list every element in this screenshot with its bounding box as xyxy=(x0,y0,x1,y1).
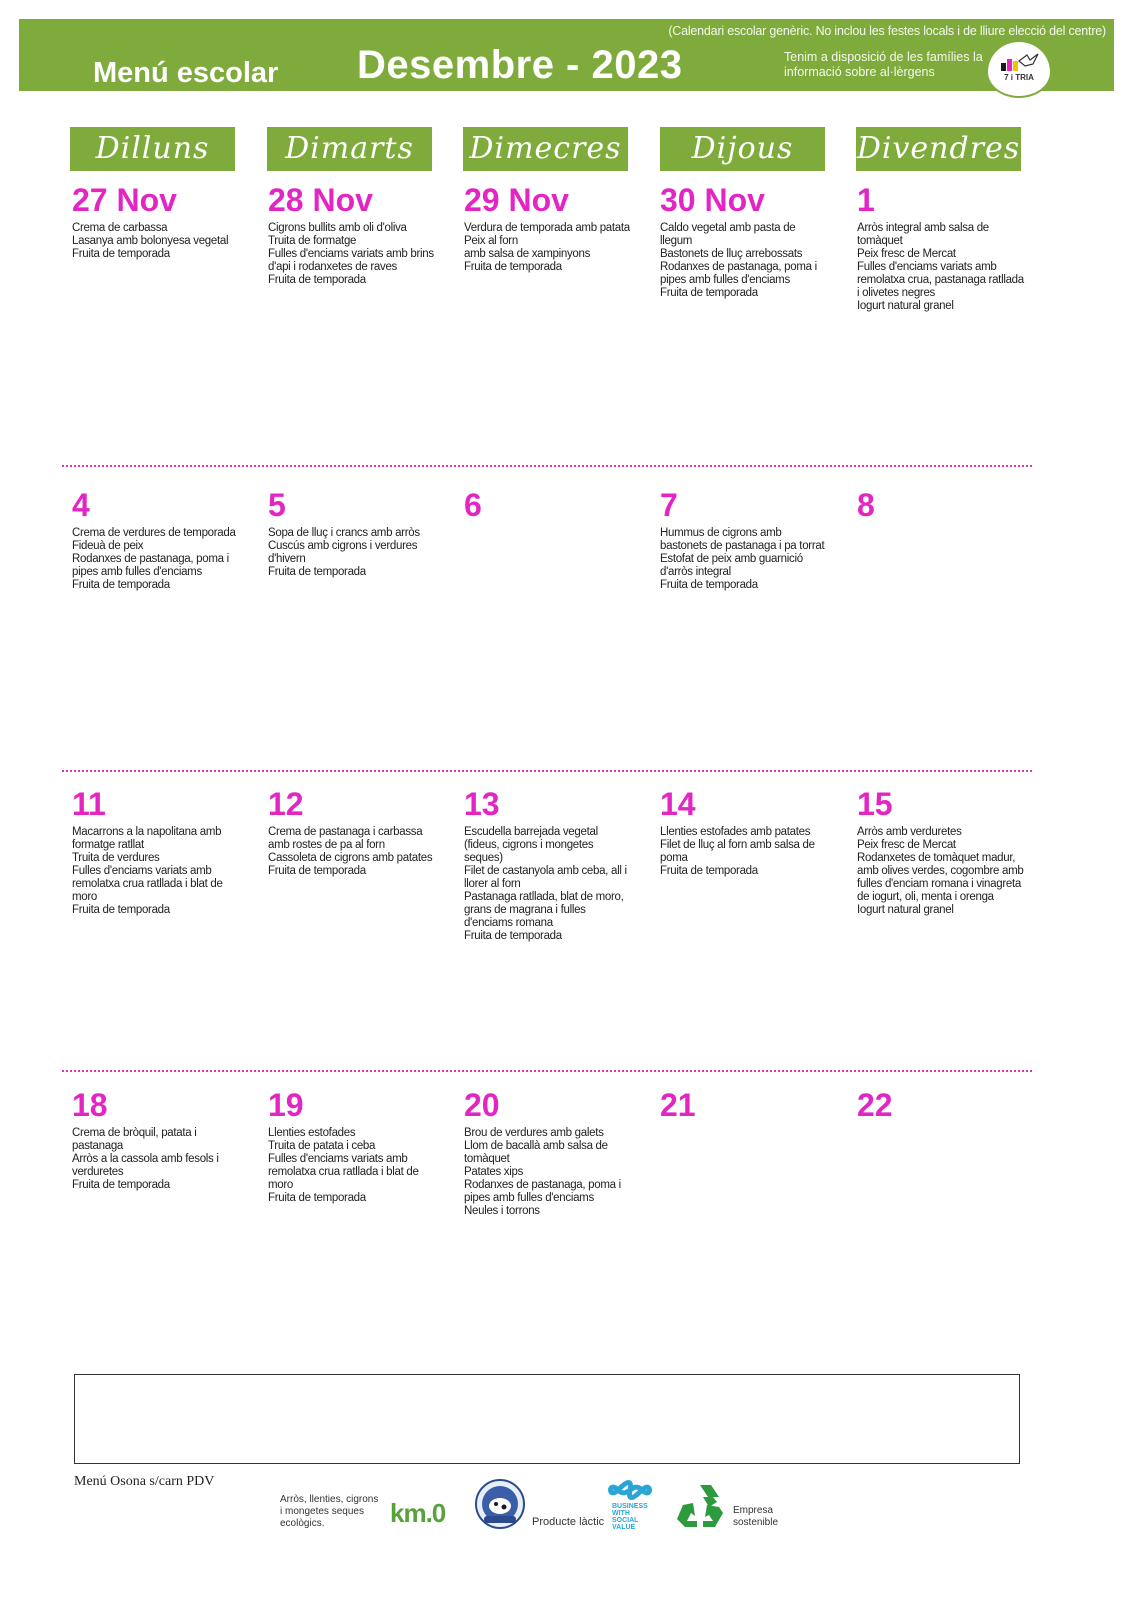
dish-item: Rodanxes de pastanaga, poma i pipes amb fulles d'enciams xyxy=(464,1179,621,1204)
day-cell xyxy=(857,488,1027,527)
day-date: 15 xyxy=(857,786,893,822)
weekday-header-dimecres: Dimecres xyxy=(463,127,628,171)
dish-item: Filet de lluç al forn amb salsa de poma xyxy=(660,839,815,864)
dish-item: Fruita de temporada xyxy=(72,579,170,591)
day-date: 18 xyxy=(72,1087,108,1123)
dish-item: amb salsa de xampinyons xyxy=(464,248,591,260)
dish-item: Truita de verdures xyxy=(72,852,160,864)
dish-item: Pastanaga ratllada, blat de moro, grans de magrana i fulles d'enciams romana xyxy=(464,891,624,929)
day-cell xyxy=(268,183,438,287)
dish-list xyxy=(464,1127,634,1218)
day-date: 7 xyxy=(660,487,678,523)
dish-item: Llom de bacallà amb salsa de tomàquet xyxy=(464,1140,608,1165)
day-cell xyxy=(72,183,242,261)
dish-item: Verdura de temporada amb patata xyxy=(464,222,630,234)
dish-item: Arròs amb verduretes xyxy=(857,826,962,838)
recycle-icon xyxy=(673,1481,727,1531)
dish-list xyxy=(660,826,830,878)
day-cell xyxy=(857,1088,1027,1127)
menu-code: Menú Osona s/carn PDV xyxy=(74,1474,215,1489)
dish-list xyxy=(72,1127,242,1192)
dish-item: Peix al forn xyxy=(464,235,518,247)
day-cell xyxy=(464,787,634,943)
day-date: 28 Nov xyxy=(268,182,373,218)
dish-item: Fulles d'enciams variats amb remolatxa crua ratllada i blat de moro xyxy=(268,1153,419,1191)
dish-item: Cigrons bullits amb oli d'oliva xyxy=(268,222,407,234)
allergens-note: Tenim a disposició de les famílies la informació sobre al·lèrgens xyxy=(784,50,983,79)
dish-item: Patates xips xyxy=(464,1166,524,1178)
dish-item: Fideuà de peix xyxy=(72,540,144,552)
dish-item: Iogurt natural granel xyxy=(857,904,954,916)
dish-item: Fulles d'enciams variats amb remolatxa crua, pastanaga ratllada i olivetes negres xyxy=(857,261,1024,299)
notes-box xyxy=(74,1374,1020,1464)
dish-item: Crema de verdures de temporada xyxy=(72,527,236,539)
dish-list xyxy=(660,222,830,300)
dish-item: Caldo vegetal amb pasta de llegum xyxy=(660,222,796,247)
dish-item: Arròs a la cassola amb fesols i verduretes xyxy=(72,1153,219,1178)
dish-list xyxy=(857,222,1027,313)
dish-list xyxy=(464,222,634,274)
dish-item: Neules i torrons xyxy=(464,1205,540,1217)
day-date: 29 Nov xyxy=(464,182,569,218)
day-cell xyxy=(268,1088,438,1205)
dish-item: Cassoleta de cigrons amb patates xyxy=(268,852,433,864)
day-date: 8 xyxy=(857,487,875,523)
weekday-header-dijous: Dijous xyxy=(660,127,825,171)
dish-item: Fruita de temporada xyxy=(660,579,758,591)
dish-item: Escudella barrejada vegetal (fideus, cigrons i mongetes seques) xyxy=(464,826,598,864)
day-date: 14 xyxy=(660,786,696,822)
dish-item: Rodanxes de pastanaga, poma i pipes amb fulles d'enciams xyxy=(72,553,229,578)
day-date: 13 xyxy=(464,786,500,822)
day-cell xyxy=(268,787,438,878)
dish-item: Fruita de temporada xyxy=(464,930,562,942)
dish-list xyxy=(268,527,438,579)
dish-list xyxy=(268,1127,438,1205)
dish-item: Fruita de temporada xyxy=(268,865,366,877)
dish-item: Fruita de temporada xyxy=(72,904,170,916)
day-cell xyxy=(660,183,830,300)
dish-list xyxy=(268,222,438,287)
day-cell xyxy=(464,1088,634,1218)
dish-item: Brou de verdures amb galets xyxy=(464,1127,604,1139)
day-date: 1 xyxy=(857,182,875,218)
dish-item: Peix fresc de Mercat xyxy=(857,248,956,260)
day-cell xyxy=(660,787,830,878)
logo-label: 7 i TRIA xyxy=(1004,73,1034,82)
menu-label: Menú escolar xyxy=(93,57,279,89)
day-cell xyxy=(857,183,1027,313)
day-cell xyxy=(464,488,634,527)
dish-item: Peix fresc de Mercat xyxy=(857,839,956,851)
dish-item: Filet de castanyola amb ceba, all i llorer al forn xyxy=(464,865,627,890)
dish-item: Macarrons a la napolitana amb formatge ratllat xyxy=(72,826,222,851)
eco-legumes-note: Arròs, llenties, cigrons i mongetes seques ecològics. xyxy=(280,1494,379,1529)
dove-icon xyxy=(1018,52,1040,70)
weekday-header-dilluns: Dilluns xyxy=(70,127,235,171)
dish-item: Fruita de temporada xyxy=(268,274,366,286)
dish-item: Llenties estofades amb patates xyxy=(660,826,811,838)
business-social-value-label: BUSINESS WITH SOCIAL VALUE xyxy=(612,1503,648,1531)
day-date: 22 xyxy=(857,1087,893,1123)
day-date: 4 xyxy=(72,487,90,523)
day-date: 5 xyxy=(268,487,286,523)
dish-item: Fruita de temporada xyxy=(72,1179,170,1191)
dish-item: Llenties estofades xyxy=(268,1127,356,1139)
dish-item: Hummus de cigrons amb bastonets de pastanaga i pa torrat xyxy=(660,527,825,552)
dish-list xyxy=(72,222,242,261)
dish-item: Fruita de temporada xyxy=(660,287,758,299)
sustainable-company-label: Empresa sostenible xyxy=(733,1505,779,1528)
day-date: 6 xyxy=(464,487,482,523)
dish-item: Fruita de temporada xyxy=(72,248,170,260)
dish-item: Arròs integral amb salsa de tomàquet xyxy=(857,222,989,247)
dish-item: Fulles d'enciams variats amb remolatxa crua ratllada i blat de moro xyxy=(72,865,223,903)
day-date: 21 xyxy=(660,1087,696,1123)
km0-logo: km.0 xyxy=(390,1498,446,1528)
day-date: 20 xyxy=(464,1087,500,1123)
dish-item: Rodanxes de pastanaga, poma i pipes amb fulles d'enciams xyxy=(660,261,817,286)
dish-item: Crema de bròquil, patata i pastanaga xyxy=(72,1127,197,1152)
dish-item: Bastonets de lluç arrebossats xyxy=(660,248,803,260)
dish-list xyxy=(268,826,438,878)
dish-item: Fruita de temporada xyxy=(268,566,366,578)
dish-item: Crema de carbassa xyxy=(72,222,168,234)
day-date: 11 xyxy=(72,786,106,822)
calendar-notice: (Calendari escolar genèric. No inclou les festes locals i de lliure elecció del centre) xyxy=(668,24,1106,38)
day-cell xyxy=(857,787,1027,917)
day-cell xyxy=(660,488,830,592)
day-date: 27 Nov xyxy=(72,182,177,218)
dish-item: Rodanxetes de tomàquet madur, amb olives verdes, cogombre amb fulles d'enciam romana i vinagreta de iogurt, oli, menta i orenga xyxy=(857,852,1024,903)
dish-item: Fruita de temporada xyxy=(660,865,758,877)
dish-item: Sopa de lluç i crancs amb arròs xyxy=(268,527,420,539)
day-cell xyxy=(72,787,242,917)
dish-item: Cuscús amb cigrons i verdures d'hivern xyxy=(268,540,418,565)
day-cell xyxy=(72,1088,242,1192)
day-date: 12 xyxy=(268,786,304,822)
day-cell xyxy=(660,1088,830,1127)
dairy-farm-logo xyxy=(474,1478,526,1530)
week-divider xyxy=(62,465,1032,467)
day-date: 30 Nov xyxy=(660,182,765,218)
day-cell xyxy=(464,183,634,274)
dish-item: Fruita de temporada xyxy=(268,1192,366,1204)
weekday-header-dimarts: Dimarts xyxy=(267,127,432,171)
dish-item: Crema de pastanaga i carbassa amb rostes de pa al forn xyxy=(268,826,423,851)
dish-item: Iogurt natural granel xyxy=(857,300,954,312)
dish-list xyxy=(72,527,242,592)
week-divider xyxy=(62,770,1032,772)
day-cell xyxy=(72,488,242,592)
dish-item: Truita de formatge xyxy=(268,235,357,247)
dish-item: Estofat de peix amb guarnició d'arròs integral xyxy=(660,553,803,578)
7-i-tria-logo xyxy=(986,40,1052,98)
dish-item: Truita de patata i ceba xyxy=(268,1140,376,1152)
weekday-header-divendres: Divendres xyxy=(856,127,1021,171)
dish-list xyxy=(464,826,634,943)
day-date: 19 xyxy=(268,1087,304,1123)
dish-list xyxy=(72,826,242,917)
header-banner xyxy=(19,19,1114,91)
dairy-product-label: Producte làctic xyxy=(532,1516,605,1528)
day-cell xyxy=(268,488,438,579)
dish-list xyxy=(857,826,1027,917)
dish-item: Fruita de temporada xyxy=(464,261,562,273)
dish-list xyxy=(660,527,830,592)
page-title: Desembre - 2023 xyxy=(357,43,683,87)
week-divider xyxy=(62,1070,1032,1072)
dish-item: Fulles d'enciams variats amb brins d'api i rodanxetes de raves xyxy=(268,248,434,273)
dish-item: Lasanya amb bolonyesa vegetal xyxy=(72,235,229,247)
